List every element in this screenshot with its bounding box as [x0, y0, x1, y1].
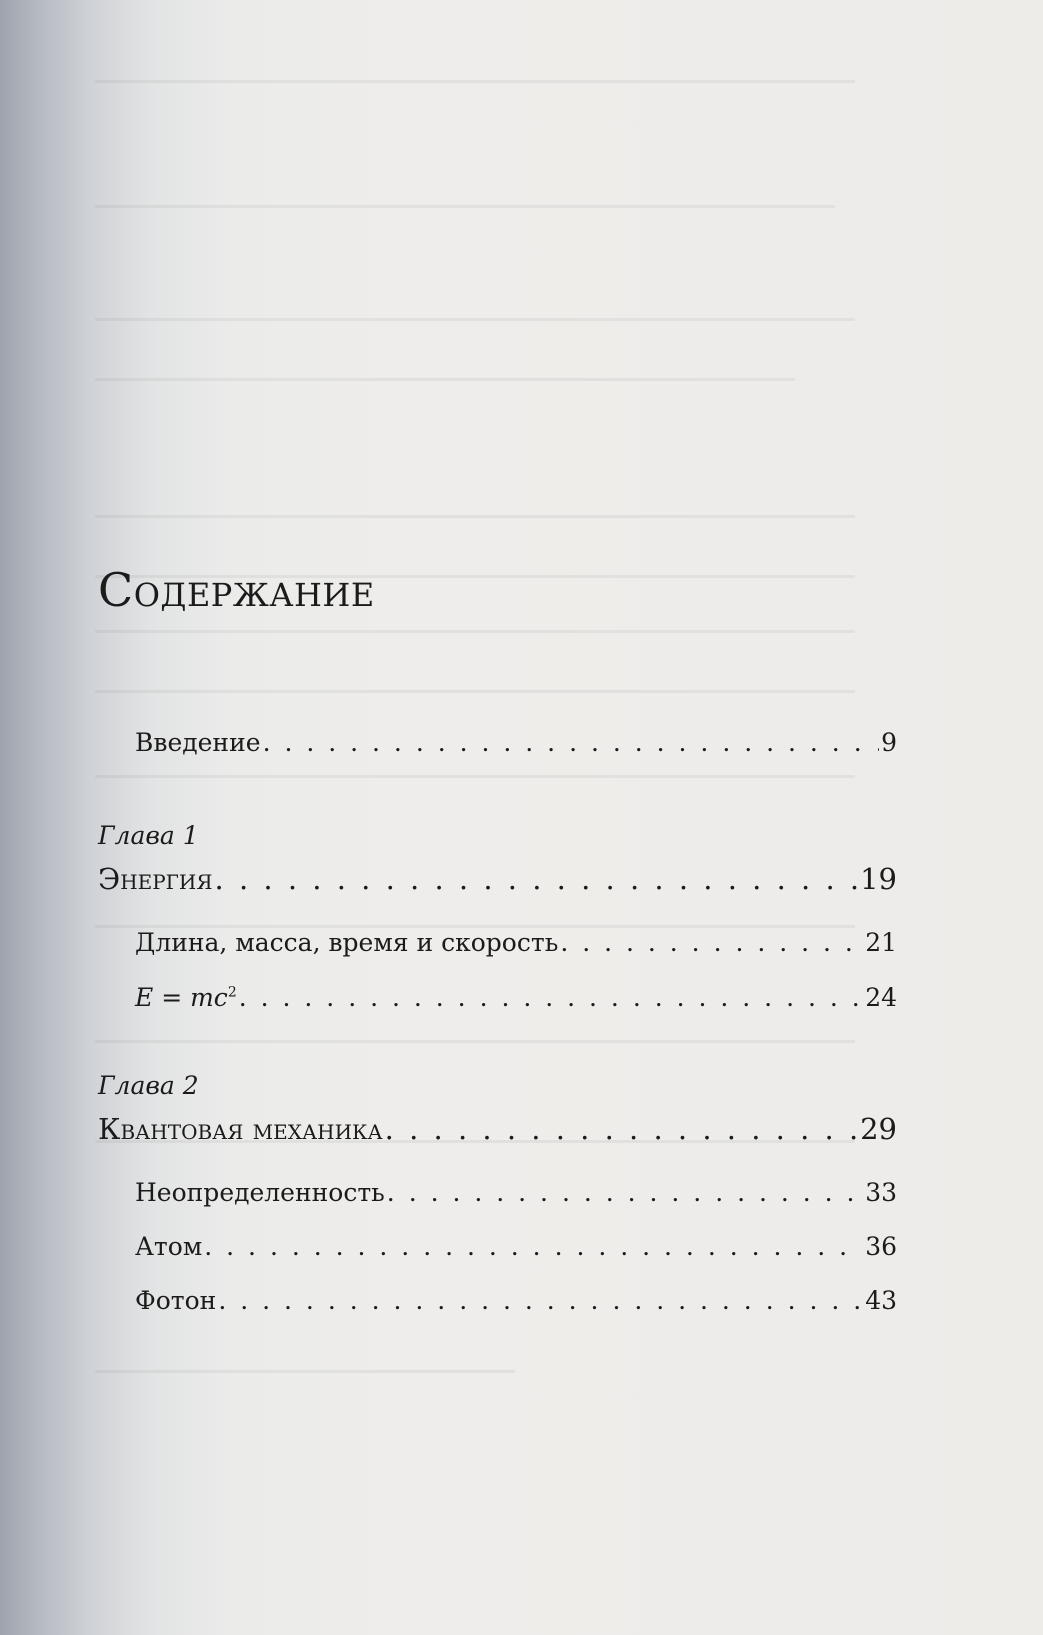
toc-page-number: 19: [860, 862, 897, 896]
toc-entry-chapter-2[interactable]: [98, 1112, 897, 1146]
toc-entry-introduction[interactable]: [135, 728, 897, 757]
show-through-line: [95, 630, 855, 633]
toc-entry-section[interactable]: [135, 928, 897, 957]
toc-chapter-title: Энергия: [98, 862, 213, 896]
formula-lhs: E: [135, 983, 154, 1012]
formula-equals: =: [153, 983, 191, 1012]
show-through-line: [95, 775, 855, 778]
show-through-line: [95, 515, 855, 518]
toc-page-number: 9: [881, 728, 897, 757]
toc-entry-label: Длина, масса, время и скорость: [135, 928, 559, 957]
toc-entry-label: Атом: [135, 1232, 203, 1261]
toc-page-number: 33: [865, 1178, 897, 1207]
page-title: Содержание: [98, 562, 375, 617]
formula-rhs: mc: [190, 983, 228, 1012]
toc-entry-label: Фотон: [135, 1286, 217, 1315]
dot-leader: [215, 862, 859, 896]
toc-chapter-title: Квантовая механика: [98, 1112, 383, 1146]
toc-page-number: 24: [865, 983, 897, 1012]
dot-leader: [239, 983, 863, 1012]
chapter-caption: Глава 2: [98, 1071, 199, 1100]
toc-entry-label: Введение: [135, 728, 261, 757]
dot-leader: [385, 1112, 858, 1146]
toc-page-number: 29: [860, 1112, 897, 1146]
toc-entry-section[interactable]: [135, 1178, 897, 1207]
formula-exponent: 2: [227, 984, 237, 1001]
show-through-line: [95, 205, 835, 208]
toc-entry-section[interactable]: [135, 983, 897, 1012]
dot-leader: [218, 1286, 863, 1315]
toc-entry-section[interactable]: [135, 1232, 897, 1261]
dot-leader: [387, 1178, 863, 1207]
show-through-line: [95, 1370, 515, 1373]
toc-entry-chapter-1[interactable]: [98, 862, 897, 896]
toc-page-number: 43: [865, 1286, 897, 1315]
dot-leader: [560, 928, 863, 957]
toc-page-number: 21: [865, 928, 897, 957]
dot-leader: [204, 1232, 863, 1261]
toc-entry-label: Неопределенность: [135, 1178, 385, 1207]
show-through-line: [95, 690, 855, 693]
toc-entry-section[interactable]: [135, 1286, 897, 1315]
show-through-line: [95, 318, 855, 321]
dot-leader: [263, 728, 880, 757]
show-through-line: [95, 1040, 855, 1043]
toc-entry-formula: [135, 983, 237, 1012]
chapter-caption: Глава 1: [98, 821, 199, 850]
show-through-line: [95, 80, 855, 83]
show-through-line: [95, 378, 795, 381]
toc-page-number: 36: [865, 1232, 897, 1261]
